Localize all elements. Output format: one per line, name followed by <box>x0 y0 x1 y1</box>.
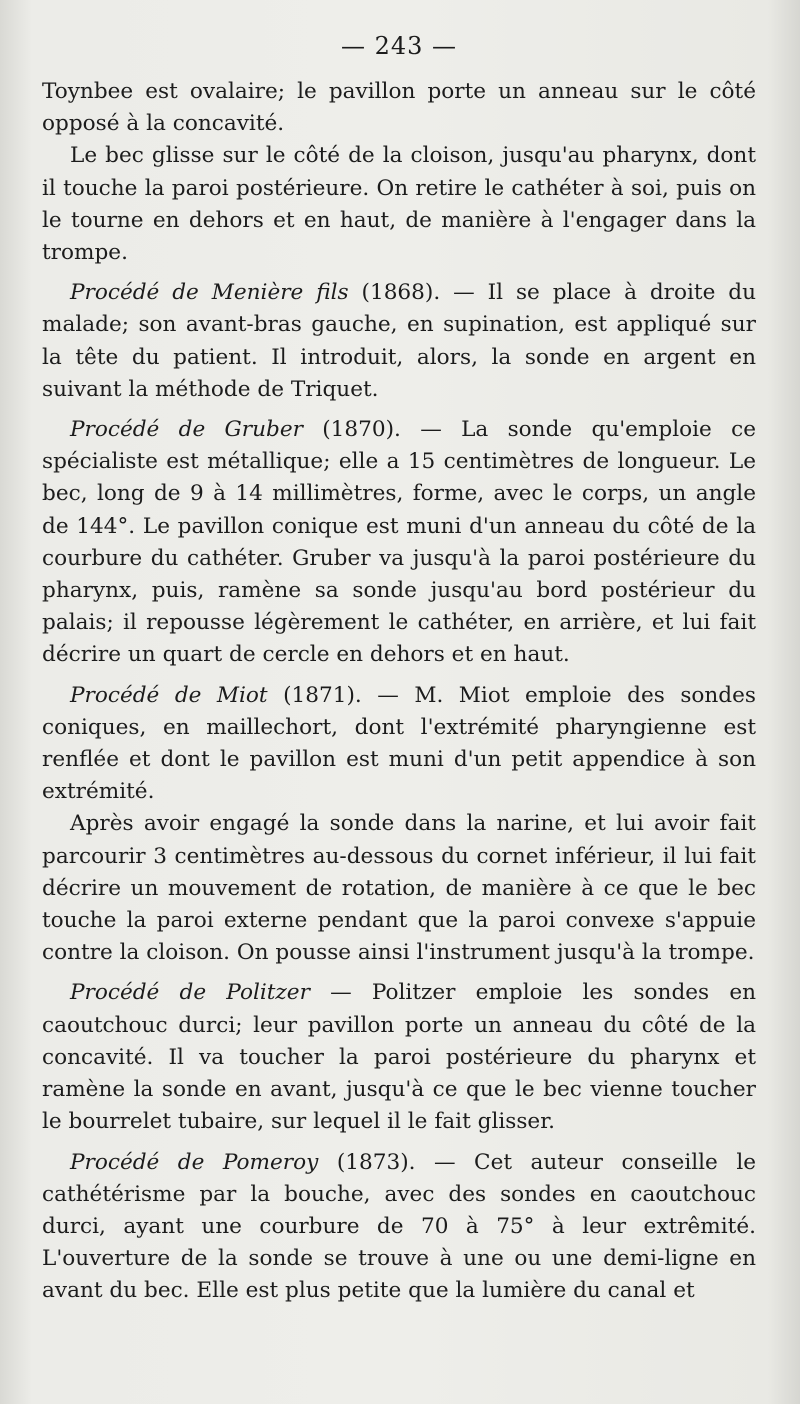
paragraph-text: (1868). — Il se place à droite du malade; son avant-bras gauche, en supination, est appliqué sur la tête du patient. Il introduit, alors, la sonde en argent en suivant la méthode de Triquet. <box>42 280 757 402</box>
paragraph-apres-avoir <box>42 808 756 969</box>
paragraph-miot <box>42 680 756 809</box>
paragraph-text: — Politzer emploie les sondes en caoutchouc durci; leur pavillon porte un anneau du côté de la concavité. Il va toucher la paroi postérieure du pharynx et ramène la sonde en avant, jusqu'à ce que le bec vienne toucher le bourrelet tubaire, sur lequel il le fait glisser. <box>42 980 757 1135</box>
paragraph-continuation <box>42 76 756 140</box>
body-text <box>42 76 756 1308</box>
paragraph-gruber <box>42 414 756 672</box>
paragraph-pomeroy <box>42 1147 756 1308</box>
paragraph-text: (1870). — La sonde qu'emploie ce spécialiste est métallique; elle a 15 centimètres de longueur. Le bec, long de 9 à 14 millimètres, forme, avec le corps, un angle de 144°. Le pavillon conique est muni d'un anneau du côté de la courbure du cathéter. Gruber va jusqu'à la paroi postérieure du pharynx, puis, ramène sa sonde jusqu'au bord postérieur du palais; il repousse légèrement le cathéter, en arrière, et lui fait décrire un quart de cercle en dehors et en haut. <box>42 417 756 668</box>
paragraph-text: Toynbee est ovalaire; le pavillon porte un anneau sur le côté opposé à la concavité. <box>42 79 756 137</box>
rubric-heading: Procédé de Pomeroy <box>70 1149 319 1175</box>
paragraph-text: Après avoir engagé la sonde dans la narine, et lui avoir fait parcourir 3 centimètres au-dessous du cornet inférieur, il lui fait décrire un mouvement de rotation, de manière à ce que le bec touche la paroi externe pendant que la paroi convexe s'appuie contre la cloison. On pousse ainsi l'instrument jusqu'à la trompe. <box>42 811 756 966</box>
paragraph-text: Le bec glisse sur le côté de la cloison, jusqu'au pharynx, dont il touche la paroi postérieure. On retire le cathéter à soi, puis on le tourne en dehors et en haut, de manière à l'engager dans la trompe. <box>42 143 756 266</box>
rubric-heading: Procédé de Politzer <box>70 980 310 1006</box>
rubric-heading: Procédé de Miot <box>70 682 268 708</box>
paragraph-text: (1873). — Cet auteur conseille le cathétérisme par la bouche, avec des sondes en caoutchouc durci, ayant une courbure de 70 à 75° à leur extrêmité. L'ouverture de la sonde se trouve à une ou une demi-ligne en avant du bec. Elle est plus petite que la lumière du canal et <box>42 1149 757 1304</box>
page-number: — 243 — <box>340 32 458 60</box>
paragraph-meniere <box>42 277 756 406</box>
rubric-heading: Procédé de Gruber <box>70 417 303 443</box>
rubric-heading: Procédé de Menière fils <box>70 280 349 306</box>
paragraph-bec-glisse <box>42 140 756 269</box>
paragraph-politzer <box>42 977 756 1138</box>
paragraph-text: (1871). — M. Miot emploie des sondes coniques, en maillechort, dont l'extrémité pharyngienne est renflée et dont le pavillon est muni d'un petit appendice à son extrémité. <box>42 682 756 805</box>
